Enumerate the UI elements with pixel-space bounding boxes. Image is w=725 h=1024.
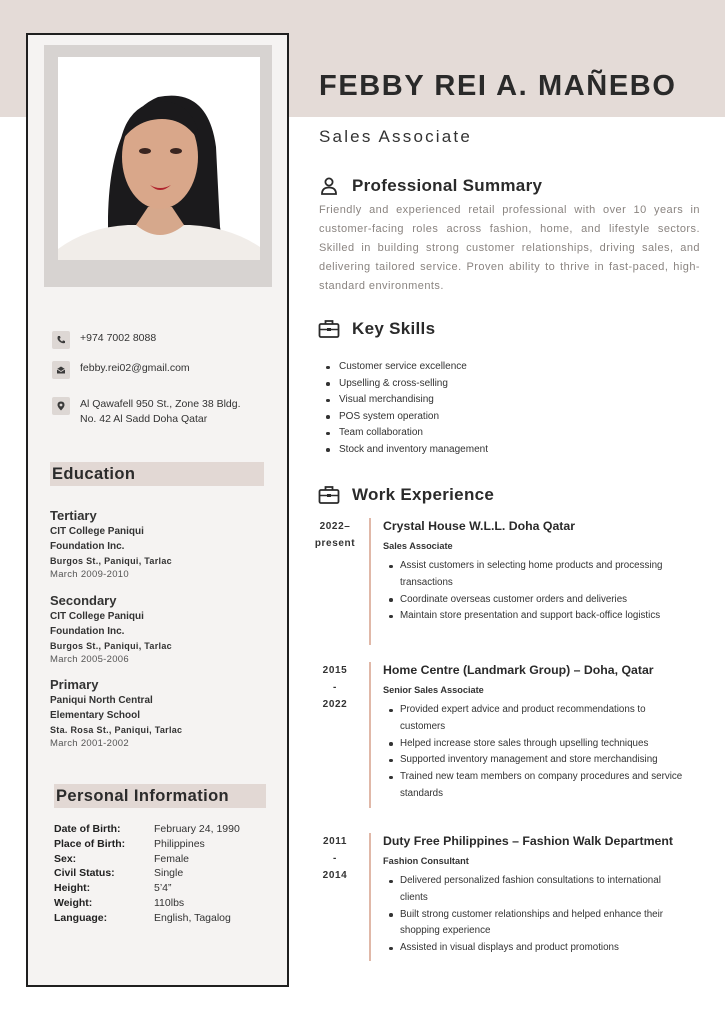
education-level: Tertiary xyxy=(50,508,97,523)
education-heading: Education xyxy=(50,462,264,486)
timeline-line xyxy=(369,833,371,961)
education-item-primary xyxy=(50,676,280,751)
candidate-name: FEBBY REI A. MAÑEBO xyxy=(319,70,677,102)
personal-info-row xyxy=(54,896,274,911)
job-duties xyxy=(389,702,703,803)
job-date-line: present xyxy=(314,538,356,549)
list-item: POS system operation xyxy=(326,409,488,426)
school-address: Burgos St., Paniqui, Tarlac xyxy=(50,641,172,651)
job-date-line: 2014 xyxy=(322,870,348,881)
job-date-line: 2022 xyxy=(322,699,348,710)
phone-icon xyxy=(52,331,70,349)
info-label: Weight: xyxy=(54,896,93,909)
school-name-line-1: CIT College Paniqui xyxy=(50,611,144,622)
summary-heading xyxy=(317,175,542,197)
school-name-line-2: Foundation Inc. xyxy=(50,541,125,552)
school-address: Burgos St., Paniqui, Tarlac xyxy=(50,556,172,566)
list-item: Built strong customer relationships and helped enhance their shopping experience xyxy=(389,907,689,941)
job-role: Senior Sales Associate xyxy=(383,685,484,695)
job-dates xyxy=(310,518,360,552)
list-item: Team collaboration xyxy=(326,425,488,442)
info-value: February 24, 1990 xyxy=(154,823,240,835)
education-item-tertiary xyxy=(50,507,280,582)
education-level: Secondary xyxy=(50,593,117,608)
personal-info-row xyxy=(54,852,274,867)
info-label: Civil Status: xyxy=(54,867,115,880)
job-company: Duty Free Philippines – Fashion Walk Department xyxy=(383,834,673,848)
school-years: March 2009-2010 xyxy=(50,569,129,580)
education-level: Primary xyxy=(50,677,99,692)
info-label: Sex: xyxy=(54,852,77,865)
info-value: 5’4” xyxy=(154,882,172,895)
job-role: Sales Associate xyxy=(383,541,453,551)
info-label: Place of Birth: xyxy=(54,837,126,850)
address-text xyxy=(80,397,241,427)
school-name-line-2: Elementary School xyxy=(50,710,141,721)
job-role: Fashion Consultant xyxy=(383,856,469,866)
job-date-line: - xyxy=(333,853,337,864)
list-item: Provided expert advice and product recommendations to customers xyxy=(389,702,689,736)
skills-heading-text: Key Skills xyxy=(352,319,436,338)
job-date-line: 2022– xyxy=(319,521,351,532)
personal-info-row xyxy=(54,911,274,926)
briefcase-icon xyxy=(317,484,341,506)
list-item: Stock and inventory management xyxy=(326,442,488,459)
list-item: Trained new team members on company procedures and service standards xyxy=(389,769,689,803)
job-body xyxy=(383,518,703,625)
timeline-line xyxy=(369,518,371,645)
experience-heading-text: Work Experience xyxy=(352,485,495,504)
list-item: Upselling & cross-selling xyxy=(326,376,488,393)
user-icon xyxy=(317,175,341,197)
info-value: 110lbs xyxy=(154,896,185,909)
phone-text[interactable]: +974 7002 8088 xyxy=(80,332,157,344)
school-years: March 2005-2006 xyxy=(50,654,129,665)
personal-info-row xyxy=(54,822,274,837)
job-duties xyxy=(389,873,703,957)
school-address: Sta. Rosa St., Paniqui, Tarlac xyxy=(50,725,183,735)
skills-list xyxy=(326,359,488,458)
mail-icon xyxy=(52,361,70,379)
personal-info-heading: Personal Information xyxy=(54,784,266,808)
job-date-line: 2015 xyxy=(322,665,348,676)
list-item: Assisted in visual displays and product promotions xyxy=(389,940,689,957)
list-item: Coordinate overseas customer orders and deliveries xyxy=(389,592,689,609)
job-dates xyxy=(310,833,360,884)
address-line-1: Al Qawafell 950 St., Zone 38 Bldg. xyxy=(80,398,241,410)
personal-info-row xyxy=(54,837,274,852)
list-item: Maintain store presentation and support back-office logistics xyxy=(389,608,689,625)
list-item: Visual merchandising xyxy=(326,392,488,409)
list-item: Customer service excellence xyxy=(326,359,488,376)
candidate-title: Sales Associate xyxy=(319,127,473,146)
job-date-line: 2011 xyxy=(322,836,348,847)
personal-info-row xyxy=(54,866,274,881)
list-item: Delivered personalized fashion consultations to international clients xyxy=(389,873,689,907)
job-body xyxy=(383,833,703,957)
education-item-secondary xyxy=(50,592,280,667)
info-value: Single xyxy=(154,867,184,880)
info-label: Language: xyxy=(54,911,108,924)
school-name-line-1: CIT College Paniqui xyxy=(50,526,144,537)
school-years: March 2001-2002 xyxy=(50,738,129,749)
job-dates xyxy=(310,662,360,713)
summary-text: Friendly and experienced retail professional with over 10 years in customer-facing roles across fashion, home, and lifestyle sectors. Skilled in building strong customer relationships, driving sales, and delivering tailored service. Proven ability to thrive in fast-paced, high-standard environments. xyxy=(319,204,700,292)
personal-info-row xyxy=(54,881,274,896)
contact-email xyxy=(52,361,272,379)
info-value: English, Tagalog xyxy=(154,911,231,924)
job-body xyxy=(383,662,703,803)
job-duties xyxy=(389,558,703,625)
list-item: Assist customers in selecting home products and processing transactions xyxy=(389,558,689,592)
sidebar xyxy=(26,33,289,987)
email-text[interactable]: febby.rei02@gmail.com xyxy=(80,362,190,374)
experience-heading xyxy=(317,484,494,506)
contact-address xyxy=(52,397,272,427)
school-name-line-2: Foundation Inc. xyxy=(50,626,125,637)
timeline-line xyxy=(369,662,371,808)
contact-phone xyxy=(52,331,272,349)
job-company: Home Centre (Landmark Group) – Doha, Qatar xyxy=(383,663,654,677)
list-item: Helped increase store sales through upselling techniques xyxy=(389,736,689,753)
list-item: Supported inventory management and store merchandising xyxy=(389,752,689,769)
address-line-2: No. 42 Al Sadd Doha Qatar xyxy=(80,413,208,425)
photo-frame xyxy=(44,45,272,287)
briefcase-icon xyxy=(317,318,341,340)
personal-info-list xyxy=(54,822,274,926)
location-pin-icon xyxy=(52,397,70,415)
job-company: Crystal House W.L.L. Doha Qatar xyxy=(383,519,576,533)
school-name-line-1: Paniqui North Central xyxy=(50,695,153,706)
job-date-line: - xyxy=(333,682,337,693)
info-value: Philippines xyxy=(154,837,205,850)
info-label: Height: xyxy=(54,882,91,895)
summary-heading-text: Professional Summary xyxy=(352,176,543,195)
info-label: Date of Birth: xyxy=(54,823,121,835)
skills-heading xyxy=(317,318,435,340)
profile-photo xyxy=(58,57,260,260)
info-value: Female xyxy=(154,852,190,865)
